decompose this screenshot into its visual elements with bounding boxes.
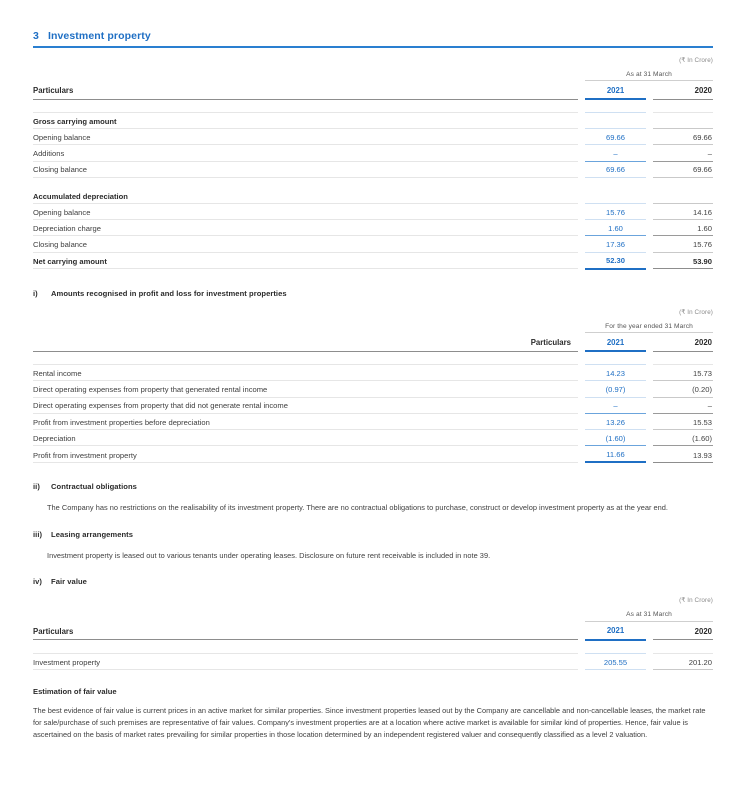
row-value-2021: 15.76 [585, 204, 646, 220]
table-row [33, 446, 713, 463]
table-gap-cell [33, 177, 578, 188]
row-value-2021: 11.66 [585, 446, 646, 463]
row-value-2020: 14.16 [653, 204, 713, 220]
fair-value-table-wrap [33, 590, 713, 670]
column-header-row-3 [33, 621, 713, 640]
row-pad [646, 145, 653, 161]
table-row [33, 220, 713, 236]
section-iii-title: Leasing arrangements [51, 529, 134, 539]
period-pad-3a [578, 606, 585, 621]
row-value-2021 [585, 188, 646, 204]
estimation-heading: Estimation of fair value [33, 687, 117, 697]
note-heading-rule [33, 46, 713, 48]
row-pad [646, 204, 653, 220]
period-label-3: As at 31 March [585, 606, 713, 621]
investment-property-table [33, 50, 713, 270]
row-pad [578, 129, 585, 145]
spacer2-pad-1 [578, 351, 585, 365]
row-pad [646, 236, 653, 252]
unit-label-2: (₹ In Crore) [679, 308, 713, 316]
row-pad [578, 161, 585, 177]
row-pad [646, 113, 653, 129]
header-pad-3c [646, 621, 653, 640]
table-row [33, 430, 713, 446]
section-ii-title: Contractual obligations [51, 482, 137, 492]
header-pad-2 [646, 81, 653, 100]
table-row [33, 129, 713, 145]
table-row [33, 653, 713, 669]
row-value-2021: 14.23 [585, 365, 646, 381]
fair-value-table [33, 590, 713, 670]
table-row [33, 365, 713, 381]
row-value-2021: 205.55 [585, 653, 646, 669]
row-value-2021: 52.30 [585, 252, 646, 269]
row-pad [578, 220, 585, 236]
row-pad [646, 220, 653, 236]
spacer3-pad-1 [578, 640, 585, 654]
row-pad [578, 446, 585, 463]
spacer3-y1 [585, 640, 646, 654]
profit-loss-table-wrap [33, 302, 713, 464]
row-value-2021: 69.66 [585, 161, 646, 177]
row-pad [646, 129, 653, 145]
section-ii-heading [33, 482, 713, 491]
period-spacer [33, 66, 578, 81]
section-iii-marker: iii) [33, 529, 43, 539]
row-value-2020: 13.93 [653, 446, 713, 463]
header-pad-3b [578, 621, 585, 640]
period-label-2: For the year ended 31 March [585, 318, 713, 333]
spacer3-pad-2 [646, 640, 653, 654]
row-pad [578, 413, 585, 429]
section-iv-marker: iv) [33, 577, 43, 587]
row-pad [578, 113, 585, 129]
row-value-2020: 1.60 [653, 220, 713, 236]
row-value-2020: (1.60) [653, 430, 713, 446]
spacer3-y2 [653, 640, 713, 654]
row-pad [646, 397, 653, 413]
row-label: Opening balance [33, 129, 578, 145]
table-gap-cell [578, 177, 585, 188]
header-year-2020-c: 2020 [653, 621, 713, 640]
header-pad-2c [646, 333, 653, 352]
row-pad [578, 145, 585, 161]
estimation-body: The best evidence of fair value is current prices in an active market for similar properties. Since investment properties leased out by the Company are cancellable and non-cancellable leases, the market rate for sale/purchase of such premises are representative of fair values. Company's investment properties are at a location where active market is available for similar kind of properties. Hence, fair value is ascertained on the basis of market rates prevailing for similar properties in those location determined by an independent registered valuer and consequently classified as a level 2 valuation. [33, 706, 706, 739]
investment-property-table-body [33, 113, 713, 269]
row-pad [646, 653, 653, 669]
row-pad [578, 397, 585, 413]
spacer2-y2 [653, 351, 713, 365]
row-value-2020: – [653, 397, 713, 413]
row-value-2021: 17.36 [585, 236, 646, 252]
period-pad [578, 66, 585, 81]
row-pad [578, 204, 585, 220]
table-gap-row [33, 177, 713, 188]
period-spacer-3 [33, 606, 578, 621]
spacer-pad-2 [646, 99, 653, 113]
section-i-marker: i) [33, 288, 38, 298]
header-particulars: Particulars [33, 81, 578, 100]
row-value-2021: 1.60 [585, 220, 646, 236]
row-label: Gross carrying amount [33, 113, 578, 129]
period-label: As at 31 March [585, 66, 713, 81]
row-value-2020: (0.20) [653, 381, 713, 397]
unit-row-2 [33, 302, 713, 318]
unit-label-3: (₹ In Crore) [679, 597, 713, 605]
row-label: Investment property [33, 653, 578, 669]
profit-loss-table-body [33, 365, 713, 463]
column-header-row-2 [33, 333, 713, 352]
row-pad [646, 413, 653, 429]
table-row [33, 113, 713, 129]
row-value-2020: 15.53 [653, 413, 713, 429]
row-value-2020: 69.66 [653, 129, 713, 145]
row-pad [578, 252, 585, 269]
row-pad [646, 381, 653, 397]
row-label: Net carrying amount [33, 252, 578, 269]
row-value-2021: 13.26 [585, 413, 646, 429]
profit-loss-table [33, 302, 713, 464]
row-pad [578, 365, 585, 381]
header-year-2021-c: 2021 [585, 621, 646, 640]
row-pad [578, 430, 585, 446]
row-value-2021: (1.60) [585, 430, 646, 446]
row-value-2021: – [585, 397, 646, 413]
row-value-2020: – [653, 145, 713, 161]
row-value-2021: – [585, 145, 646, 161]
spacer2-pad-2 [646, 351, 653, 365]
period-row-3 [33, 606, 713, 621]
row-label: Closing balance [33, 161, 578, 177]
header-year-2020-b: 2020 [653, 333, 713, 352]
row-label: Opening balance [33, 204, 578, 220]
spacer2-label [33, 351, 578, 365]
header-year-2021: 2021 [585, 81, 646, 100]
table-row [33, 413, 713, 429]
header-particulars-3: Particulars [33, 621, 578, 640]
table-row [33, 188, 713, 204]
table3-top-spacer [33, 640, 713, 654]
row-label: Closing balance [33, 236, 578, 252]
header-particulars-2: Particulars [33, 333, 578, 352]
row-value-2020 [653, 188, 713, 204]
table2-top-spacer [33, 351, 713, 365]
table-top-spacer [33, 99, 713, 113]
section-i-title: Amounts recognised in profit and loss for investment properties [51, 288, 287, 298]
row-pad [646, 365, 653, 381]
row-pad [578, 236, 585, 252]
spacer-pad-1 [578, 99, 585, 113]
header-year-2020: 2020 [653, 81, 713, 100]
row-value-2021 [585, 113, 646, 129]
row-value-2020: 53.90 [653, 252, 713, 269]
spacer-y1 [585, 99, 646, 113]
column-header-row [33, 81, 713, 100]
row-value-2021: (0.97) [585, 381, 646, 397]
row-value-2020: 69.66 [653, 161, 713, 177]
row-label: Direct operating expenses from property that generated rental income [33, 381, 578, 397]
row-value-2021: 69.66 [585, 129, 646, 145]
spacer3-label [33, 640, 578, 654]
table-row [33, 252, 713, 269]
header-year-2021-b: 2021 [585, 333, 646, 352]
table-gap-cell [653, 177, 713, 188]
note-heading [33, 0, 713, 42]
row-pad [578, 381, 585, 397]
section-i-heading [33, 289, 713, 298]
row-label: Depreciation charge [33, 220, 578, 236]
section-iii-heading [33, 530, 713, 539]
row-label: Profit from investment property [33, 446, 578, 463]
table-row [33, 236, 713, 252]
table-row [33, 161, 713, 177]
row-pad [578, 653, 585, 669]
note-number: 3 [33, 30, 39, 42]
row-pad [646, 188, 653, 204]
row-label: Direct operating expenses from property that did not generate rental income [33, 397, 578, 413]
section-iv-title: Fair value [51, 577, 87, 587]
period-row [33, 66, 713, 81]
table-row [33, 145, 713, 161]
row-pad [646, 252, 653, 269]
row-pad [646, 161, 653, 177]
unit-row [33, 50, 713, 66]
fair-value-table-body [33, 653, 713, 669]
header-pad-1 [578, 81, 585, 100]
period-pad-2a [578, 318, 585, 333]
row-label: Profit from investment properties before depreciation [33, 413, 578, 429]
unit-label: (₹ In Crore) [679, 56, 713, 64]
header-pad-2b [578, 333, 585, 352]
section-ii-marker: ii) [33, 482, 40, 492]
row-label: Accumulated depreciation [33, 188, 578, 204]
section-iv-heading [33, 577, 713, 586]
row-value-2020: 201.20 [653, 653, 713, 669]
investment-property-table-wrap [33, 50, 713, 270]
table-gap-cell [585, 177, 646, 188]
note-title: Investment property [47, 30, 151, 42]
spacer-label [33, 99, 578, 113]
table-row [33, 381, 713, 397]
row-value-2020: 15.76 [653, 236, 713, 252]
row-pad [646, 446, 653, 463]
row-value-2020 [653, 113, 713, 129]
period-row-2 [33, 318, 713, 333]
period-spacer-2 [33, 318, 578, 333]
table-row [33, 397, 713, 413]
row-label: Additions [33, 145, 578, 161]
spacer-y2 [653, 99, 713, 113]
spacer2-y1 [585, 351, 646, 365]
row-label: Rental income [33, 365, 578, 381]
row-label: Depreciation [33, 430, 578, 446]
unit-row-3 [33, 590, 713, 606]
section-ii-body: The Company has no restrictions on the realisability of its investment property. There are no contractual obligations to purchase, construct or develop investment property as at the year end. [47, 503, 668, 513]
row-pad [646, 430, 653, 446]
table-gap-cell [646, 177, 653, 188]
row-pad [578, 188, 585, 204]
section-iii-body: Investment property is leased out to various tenants under operating leases. Disclosure on future rent receivable is included in note 39. [47, 550, 491, 560]
table-row [33, 204, 713, 220]
row-value-2020: 15.73 [653, 365, 713, 381]
